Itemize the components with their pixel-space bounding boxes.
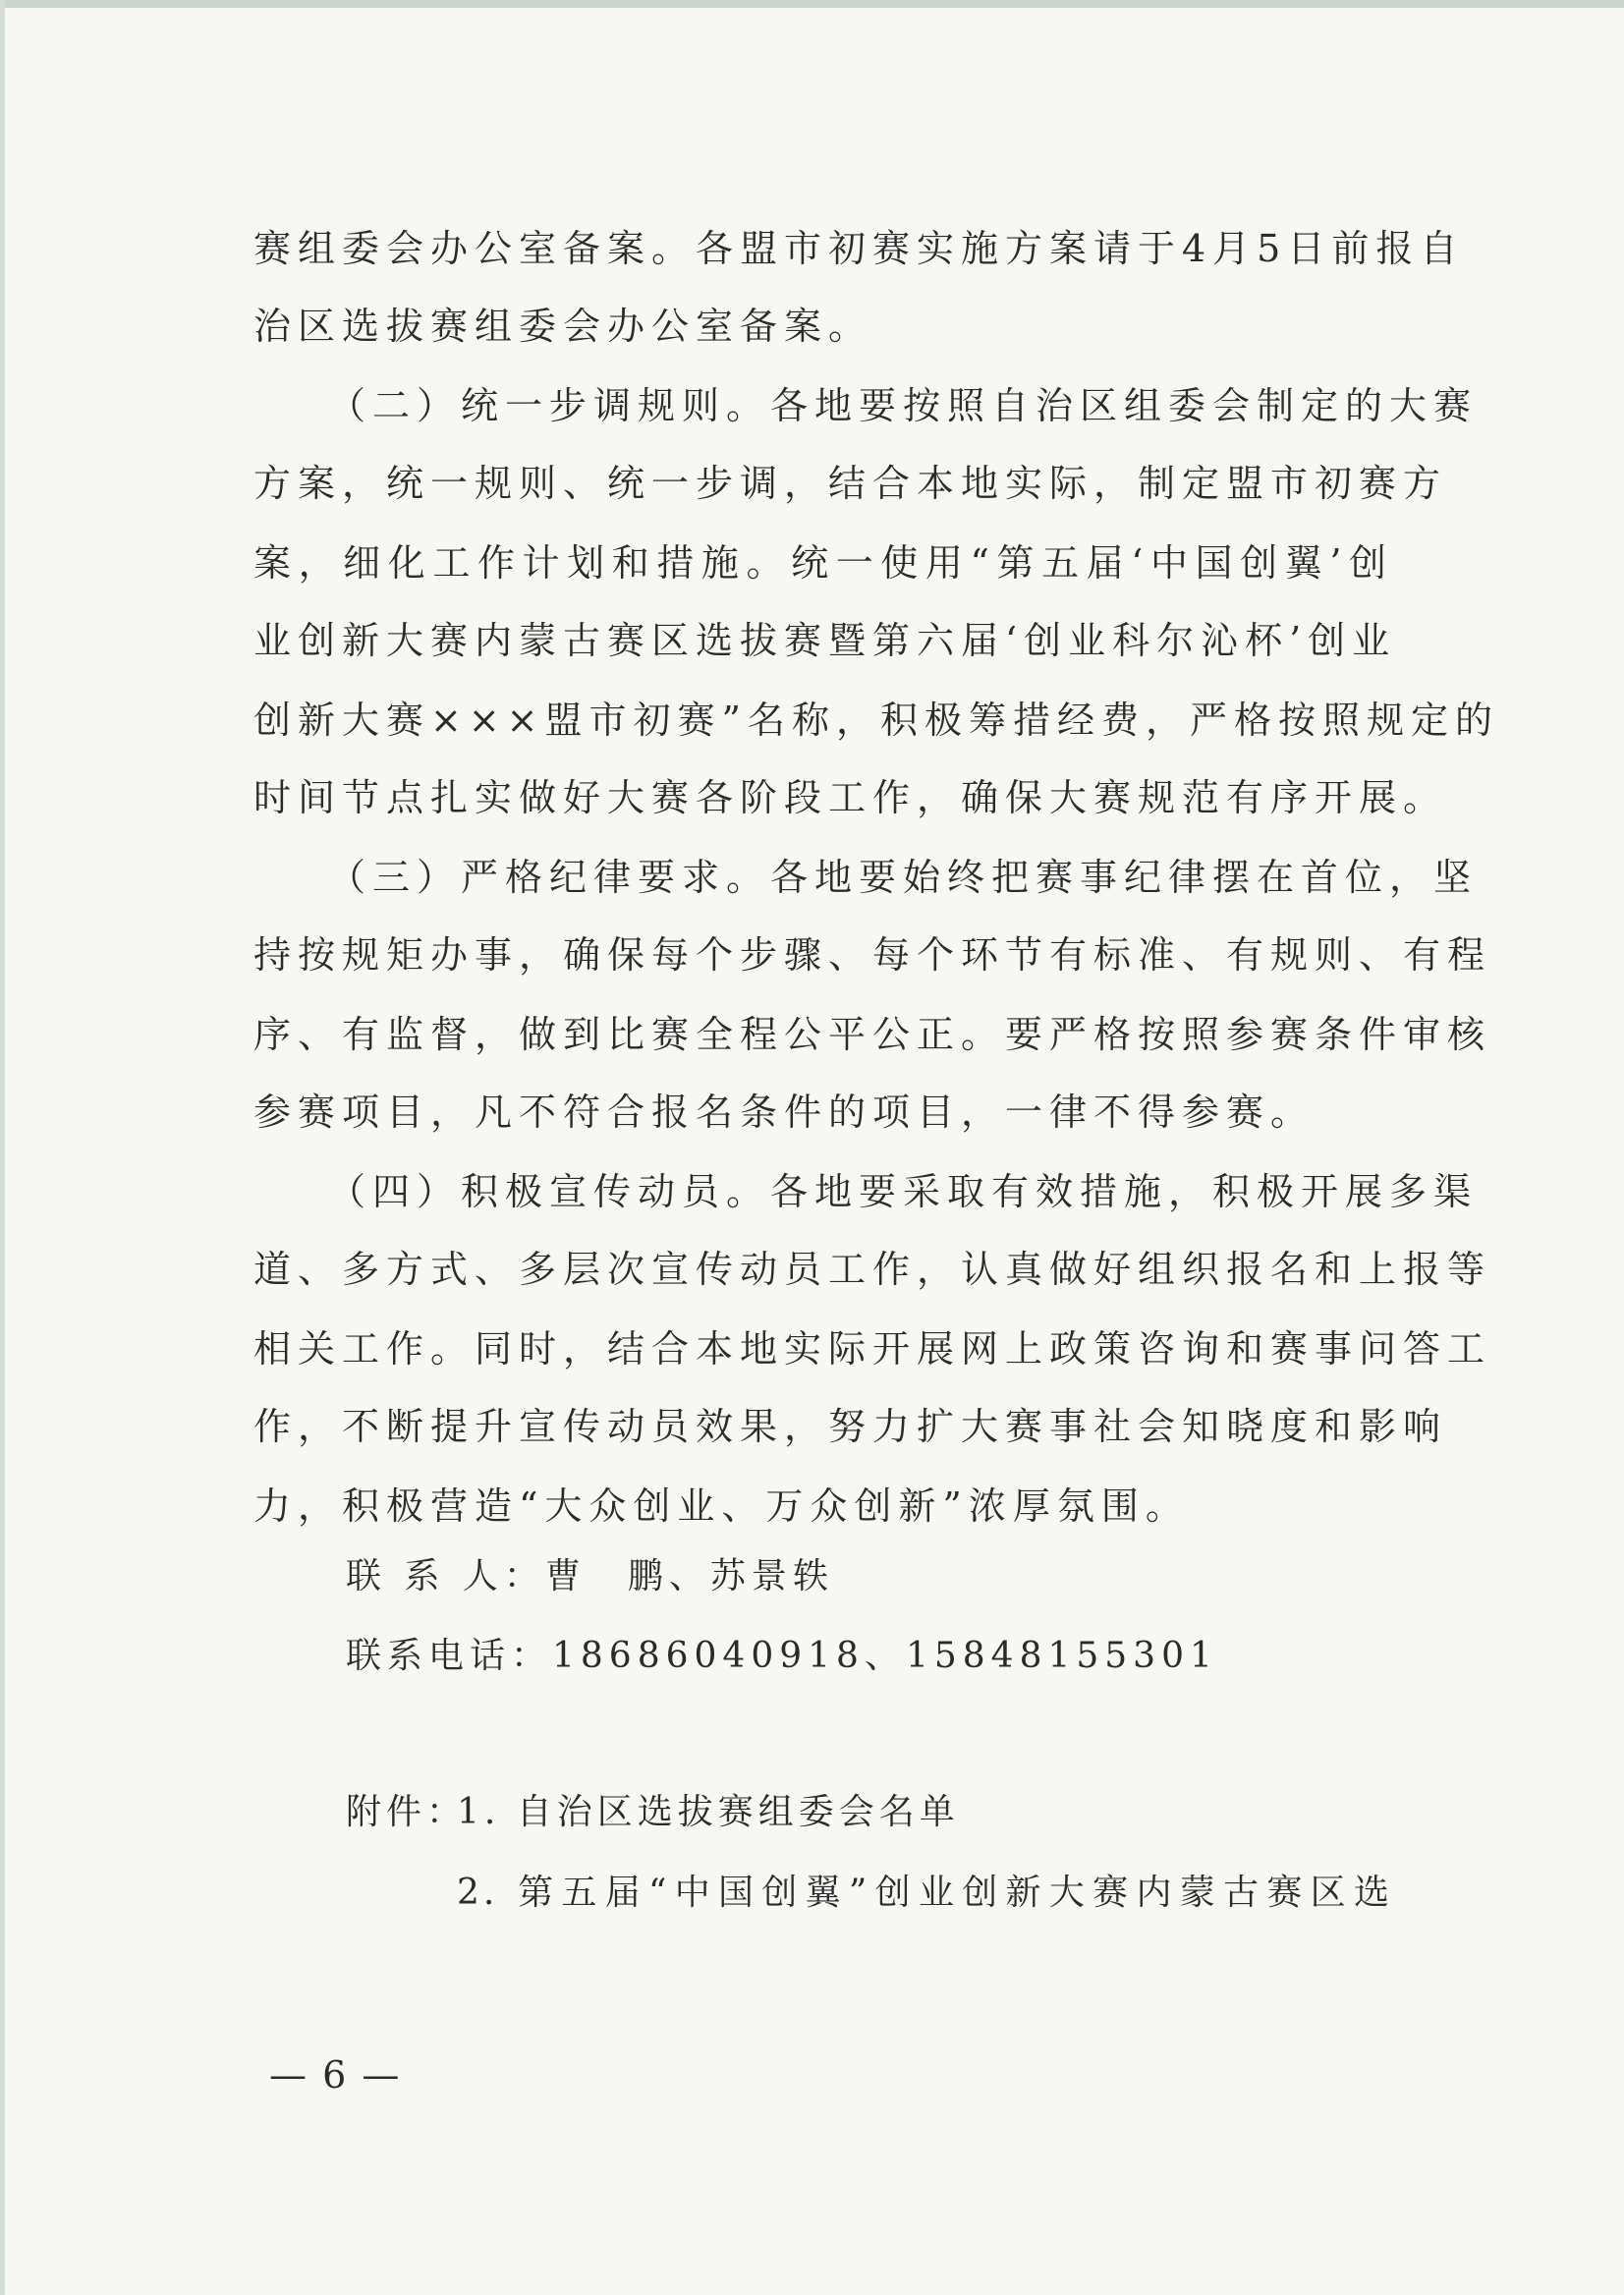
- body-line-2: 治区选拔赛组委会办公室备案。: [253, 305, 873, 348]
- body-line-9: （三）严格纪律要求。各地要始终把赛事纪律摆在首位，坚: [328, 856, 1479, 899]
- body-line-12: 参赛项目，凡不符合报名条件的项目，一律不得参赛。: [253, 1091, 1316, 1134]
- contact-person: 联 系 人：曹 鹏、苏景轶: [346, 1556, 834, 1596]
- body-line-7: 创新大赛×××盟市初赛”名称，积极筹措经费，严格按照规定的: [253, 699, 1499, 742]
- body-line-13: （四）积极宣传动员。各地要采取有效措施，积极开展多渠: [328, 1170, 1479, 1213]
- scan-top-edge: [0, 0, 1624, 8]
- body-line-16: 作，不断提升宣传动员效果，努力扩大赛事社会知晓度和影响: [253, 1405, 1448, 1448]
- attachment-item-1: 1. 自治区选拔赛组委会名单: [457, 1792, 960, 1832]
- page-number: — 6 —: [269, 2053, 402, 2097]
- body-line-1: 赛组委会办公室备案。各盟市初赛实施方案请于4月5日前报自: [253, 227, 1465, 270]
- body-line-15: 相关工作。同时，结合本地实际开展网上政策咨询和赛事问答工: [253, 1327, 1492, 1371]
- scan-left-edge: [0, 0, 5, 2295]
- attachments-label: 附件：: [346, 1792, 468, 1832]
- body-line-11: 序、有监督，做到比赛全程公平公正。要严格按照参赛条件审核: [253, 1013, 1492, 1056]
- body-line-3: （二）统一步调规则。各地要按照自治区组委会制定的大赛: [328, 384, 1479, 427]
- body-line-14: 道、多方式、多层次宣传动员工作，认真做好组织报名和上报等: [253, 1248, 1492, 1291]
- body-line-5: 案，细化工作计划和措施。统一使用“第五届‘中国创翼’创: [253, 541, 1393, 585]
- attachment-item-2: 2. 第五届“中国创翼”创业创新大赛内蒙古赛区选: [457, 1873, 1393, 1913]
- body-line-17: 力，积极营造“大众创业、万众创新”浓厚氛围。: [253, 1484, 1190, 1528]
- contact-phone: 联系电话：18686040918、15848155301: [346, 1636, 1218, 1676]
- body-line-10: 持按规矩办事，确保每个步骤、每个环节有标准、有规则、有程: [253, 933, 1492, 977]
- body-line-6: 业创新大赛内蒙古赛区选拔赛暨第六届‘创业科尔沁杯’创业: [253, 619, 1397, 662]
- body-line-4: 方案，统一规则、统一步调，结合本地实际，制定盟市初赛方: [253, 462, 1448, 505]
- body-line-8: 时间节点扎实做好大赛各阶段工作，确保大赛规范有序开展。: [253, 776, 1448, 819]
